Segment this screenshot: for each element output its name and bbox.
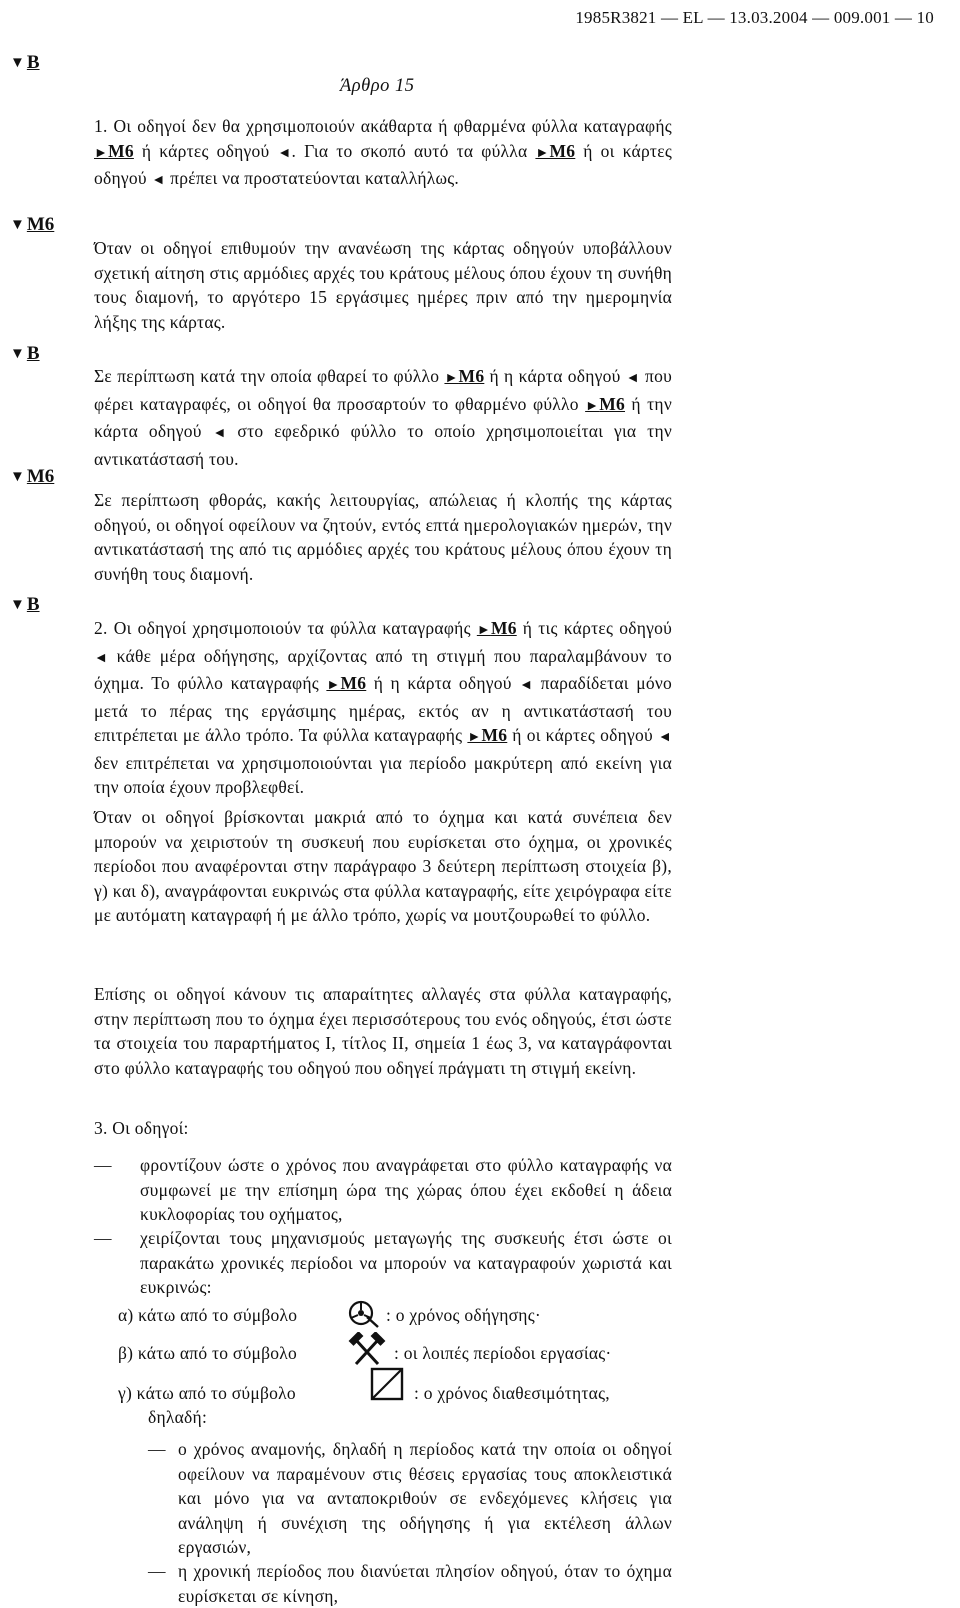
paragraph-3: Σε περίπτωση κατά την οποία φθαρεί το φύλλο ►M6 ή η κάρτα οδηγού ◄ που φέρει καταγραφές, οι οδηγοί θα προσαρτούν το φθαρμένο φύλλο ►M6 ή την κάρτα οδηγού ◄ στο εφεδρικό φύλλο το οποίο χρησιμοποιείται για την αντικατάστασή του.	[94, 366, 673, 469]
triangle-down-icon: ▼	[10, 346, 25, 362]
amend-close-icon: ◄	[94, 650, 109, 666]
amend-open-icon: ►	[444, 371, 459, 386]
dash: —	[94, 1228, 112, 1248]
triangle-down-icon: ▼	[10, 217, 25, 233]
steering-wheel-icon	[346, 1297, 380, 1336]
dash: —	[148, 1561, 166, 1581]
amend-close-icon: ◄	[277, 145, 292, 161]
amend-close-icon: ◄	[212, 426, 227, 441]
marker-m6: ▼ M6	[10, 214, 55, 235]
dash: —	[94, 1155, 112, 1175]
amend-close-icon: ◄	[519, 678, 534, 693]
amend-close-icon: ◄	[625, 371, 640, 386]
availability-box-icon	[370, 1367, 404, 1408]
amend-open-icon: ►	[535, 145, 550, 161]
amend-open-icon: ►	[326, 678, 341, 693]
amend-open-icon: ►	[476, 623, 491, 638]
amend-close-icon: ◄	[657, 730, 672, 745]
amend-open-icon: ►	[585, 398, 600, 414]
paragraph-7: Επίσης οι οδηγοί κάνουν τις απαραίτητες αλλαγές στα φύλλα καταγραφής, στην περίπτωση που το όχημα έχει περισσότερους του ενός οδηγούς, έτσι ώστε τα στοιχεία του παραρτήματος I, τίτλος II, σημεία 1 έως 3, να καταγράφονται στο φύλλο καταγραφής του οδηγού που οδηγεί πράγματι τη στιγμή εκείνη.	[94, 984, 672, 1078]
paragraph-2: Όταν οι οδηγοί επιθυμούν την ανανέωση της κάρτας οδηγούν υποβάλλουν σχετική αίτηση στις αρμόδιες αρχές του κράτους μέλους όπου έχουν τη συνήθη τους διαμονή, το αργότερο 15 εργάσιμες ημέρες πριν από την ημερομηνία λήξης της κάρτας.	[94, 238, 672, 332]
paragraph-4: Σε περίπτωση φθοράς, κακής λειτουργίας, απώλειας ή κλοπής της κάρτας οδηγού, οι οδηγοί οφείλουν να ζητούν, εντός επτά ημερολογιακών ημερών, την αντικατάστασή της από τις αρμόδιες αρχές του κράτους μέλους όπου έχουν τη συνήθη τους διαμονή.	[94, 490, 672, 584]
paragraph-1: 1. Οι οδηγοί δεν θα χρησιμοποιούν ακάθαρτα ή φθαρμένα φύλλα καταγραφής ►M6 ή κάρτες οδηγού ◄. Για το σκοπό αυτό τα φύλλα ►M6 ή οι κάρτες οδηγού ◄ πρέπει να προστατεύονται καταλλήλως.	[94, 116, 672, 188]
marker-b: ▼ B	[10, 594, 40, 615]
article-title: Άρθρο 15	[340, 76, 415, 96]
paragraph-6: Όταν οι οδηγοί βρίσκονται μακριά από το όχημα και κατά συνέπεια δεν μπορούν να χειριστούν τη συσκευή που ευρίσκεται στο όχημα, οι χρονικές περίοδοι που αναφέρονται στην παράγραφο 3 δεύτερη περίπτωση στοιχεία β), γ) και δ), αναγράφονται ευκρινώς στα φύλλα καταγραφής, είτε χειρόγραφα είτε με αυτόματη καταγραφή ή με άλλο τρόπο, χωρίς να μουτζουρωθεί το φύλλο.	[94, 807, 672, 925]
triangle-down-icon: ▼	[10, 55, 25, 71]
marker-b: ▼ B	[10, 343, 40, 364]
marker-m6: ▼ M6	[10, 466, 55, 487]
dash: —	[148, 1439, 166, 1459]
paragraph-5: 2. Οι οδηγοί χρησιμοποιούν τα φύλλα καταγραφής ►M6 ή τις κάρτες οδηγού ◄ κάθε μέρα οδήγησης, αρχίζοντας από τη στιγμή που παραλαμβάνουν το όχημα. Το φύλλο καταγραφής ►M6 ή η κάρτα οδηγού ◄ παραδίδεται μόνο μετά το πέρας της εργάσιμης ημέρας, εκτός αν η αντικατάστασή του επιτρέπεται με άλλο τρόπο. Τα φύλλα καταγραφής ►M6 ή οι κάρτες οδηγού ◄ δεν επιτρέπεται να χρησιμοποιούνται για περίοδο μακρύτερη από εκείνη για την οποία έχουν προβλεφθεί.	[94, 618, 673, 797]
triangle-down-icon: ▼	[10, 597, 25, 613]
amend-open-icon: ►	[94, 145, 109, 161]
paragraph-8: 3. Οι οδηγοί:	[94, 1118, 189, 1138]
amend-close-icon: ◄	[151, 173, 166, 188]
document-reference: 1985R3821 — EL — 13.03.2004 — 009.001 — 10	[575, 8, 934, 27]
amend-open-icon: ►	[467, 730, 482, 745]
marker-b: ▼ B	[10, 52, 40, 73]
triangle-down-icon: ▼	[10, 469, 25, 485]
